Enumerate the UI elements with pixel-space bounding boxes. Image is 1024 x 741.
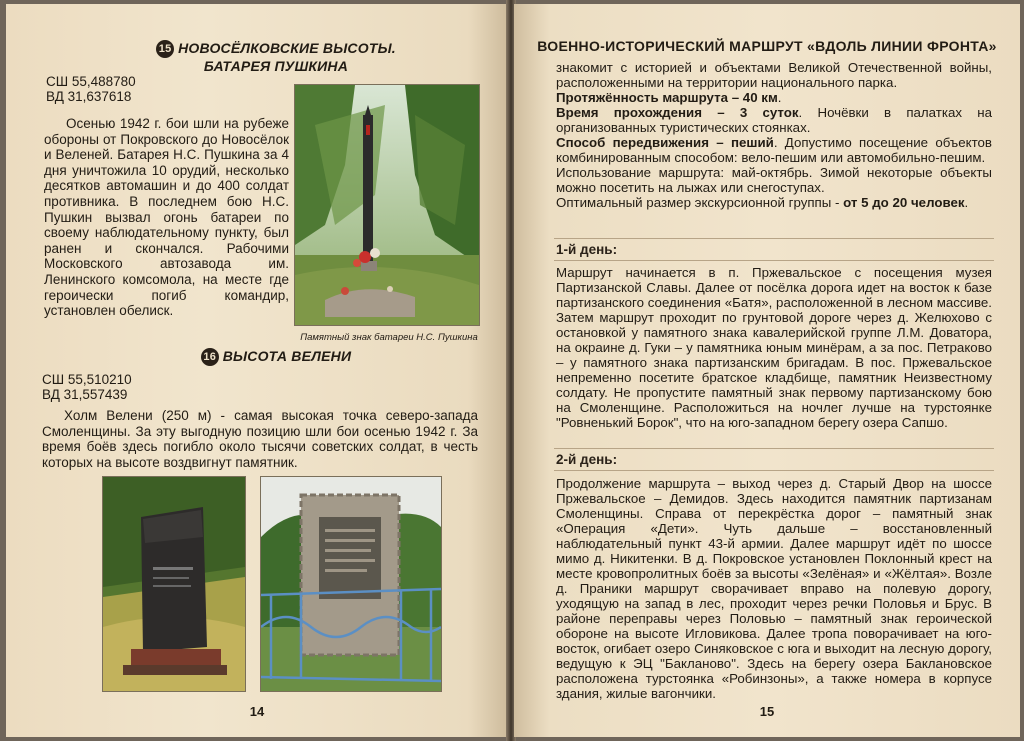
section-16-title-text: ВЫСОТА ВЕЛЕНИ — [222, 348, 352, 364]
right-page — [514, 4, 1020, 737]
obelisk-photo-image — [295, 85, 479, 325]
divider-1 — [554, 238, 994, 239]
day2-heading: 2-й день: — [556, 452, 618, 467]
route-length-tail: . — [777, 90, 782, 105]
section-16-lon: ВД 31,557439 — [42, 387, 128, 402]
route-mode-tail: . Допустимо посещение объектов комбинированным способом: вело-пешим или автомобильно-пешим. — [556, 135, 992, 165]
route-length-label: Протяжённость маршрута – 40 км — [556, 90, 778, 105]
section-15-coords — [46, 74, 136, 104]
section-15-lon: ВД 31,637618 — [46, 89, 132, 104]
route-group-value: от 5 до 20 человек — [843, 195, 965, 210]
route-duration-label: Время прохождения – 3 суток — [556, 105, 799, 120]
route-mode-label: Способ передвижения – пеший — [556, 135, 774, 150]
day2-text: Продолжение маршрута – выход через д. Старый Двор на шоссе Пржевальское – Демидов. Здесь находится памятник партизанам Смоленщины. Справа от перекрёстка дорог – памятный знак «Операция «Дети». Чуть дальше – восстановленный наблюдательный пункт 43-й армии. Далее маршрут идёт по шоссе мимо д. Никитенки. В д. Покровское установлен Поклонный крест на месте кровопролитных боёв за высоты «Зелёная» и «Жёлтая». Возле д. Праники маршрут сворачивает вправо на полевую дорогу, уходящую на запад в лес, проходит через речки Половья и Брус. В районе переправы через Половью – памятный знак героической обороне на высоте Игловикова. Далее тропа поворачивает на юго-восток, огибает озеро Синяковское с юга и выходит на лесную дорогу, ведущую к ЭЦ "Бакланово". Здесь на берегу озера Баклановское расположена турстоянка «Робинзоны», а также номера в корпусе здания, жилые вагончики. — [556, 476, 992, 701]
section-16-title — [156, 348, 396, 366]
section-15-lat: СШ 55,488780 — [46, 74, 136, 89]
memorial-stone-photo — [102, 476, 246, 692]
route-group — [556, 195, 992, 210]
route-group-tail: . — [964, 195, 969, 210]
day1-heading: 1-й день: — [556, 242, 618, 257]
route-title: ВОЕННО-ИСТОРИЧЕСКИЙ МАРШРУТ «ВДОЛЬ ЛИНИИ ФРОНТА» — [537, 38, 997, 54]
route-intro: знакомит с историей и объектами Великой Отечественной войны, расположенными на территории национального парка. — [556, 60, 992, 90]
obelisk-photo — [294, 84, 480, 326]
obelisk-photo-caption: Памятный знак батареи Н.С. Пушкина — [300, 332, 478, 343]
section-15-text: Осенью 1942 г. бои шли на рубеже обороны от Покровского до Новосёлок и Веленей. Батарея Н.С. Пушкина за 4 дня уничтожила 10 орудий, несколько десятков автомашин и до 400 солдат противника. В последнем бою Н.С. Пушкин вызвал огонь батареи по своему наблюдательному пункту, был ранен и скончался. Рабочими Московского автозавода им. Ленинского комсомола, на месте где героически погиб командир, установлен обелиск. — [44, 116, 289, 319]
left-page-number: 14 — [249, 704, 265, 719]
left-page — [6, 4, 508, 737]
memorial-stone-image — [103, 477, 245, 691]
route-mode — [556, 135, 992, 165]
divider-4 — [554, 470, 994, 471]
fenced-memorial-image — [261, 477, 441, 691]
route-duration — [556, 105, 992, 135]
section-15-title-line1: НОВОСЁЛКОВСКИЕ ВЫСОТЫ. — [178, 40, 396, 56]
section-15-title-line2: БАТАРЕЯ ПУШКИНА — [203, 58, 349, 74]
section-16-coords — [42, 372, 132, 402]
section-15-badge: 15 — [156, 40, 174, 58]
fenced-memorial-photo — [260, 476, 442, 692]
route-group-prefix: Оптимальный размер экскурсионной группы - — [556, 195, 844, 210]
route-duration-tail: . Ночёвки в палатках на организованных туристических стоянках. — [556, 105, 993, 135]
route-season: Использование маршрута: май-октябрь. Зимой некоторые объекты можно посетить на лыжах или снегоступах. — [556, 165, 992, 195]
right-page-number: 15 — [759, 704, 775, 719]
section-15-title — [156, 40, 396, 74]
section-16-lat: СШ 55,510210 — [42, 372, 132, 387]
day1-text: Маршрут начинается в п. Пржевальское с посещения музея Партизанской Славы. Далее от посёлка дорога идет на восток к базе партизанского соединения «Батя», расположенной в лесном массиве. Затем маршрут проходит по грунтовой дороге через д. Желюховo с остановкой у памятного знака кавалерийской группе Л.М. Доватора, на окраине д. Гуки – у памятника юным минёрам, а за пос. Петраково – у памятного знака партизанским бригадам. В пос. Пржевальское непременно посетите братское кладбище, памятник Неизвестному солдату. Не пропустите памятный знак первому партизанскому бою на Смоленщине. Расположиться на ночлег лучше на турстоянке "Ровненький Борок", что на юго-западном берегу озера Сапшо. — [556, 265, 992, 430]
divider-3 — [554, 448, 994, 449]
section-16-badge: 16 — [201, 348, 219, 366]
section-16-text: Холм Велени (250 м) - самая высокая точка северо-запада Смоленщины. За эту выгодную позицию шли бои осенью 1942 г. За время боёв здесь погибло около тысячи советских солдат, в честь которых на высоте воздвигнут памятник. — [42, 408, 478, 470]
divider-2 — [554, 260, 994, 261]
route-intro-block — [556, 60, 992, 210]
route-length — [556, 90, 992, 105]
